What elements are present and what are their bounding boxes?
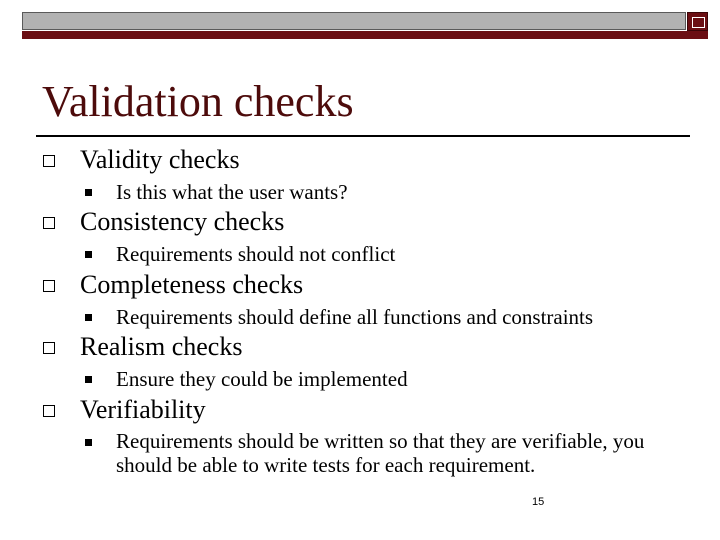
hollow-square-bullet-icon: [43, 342, 55, 354]
filled-square-bullet-icon: [85, 189, 92, 196]
slide-title: Validation checks: [42, 77, 354, 126]
hollow-square-bullet-icon: [43, 217, 55, 229]
bullet-heading: Consistency checks: [80, 207, 285, 236]
bullet-detail: Requirements should be written so that they are verifiable, you should be able to write tests for each requirement.: [116, 429, 645, 477]
hollow-square-bullet-icon: [43, 280, 55, 292]
filled-square-bullet-icon: [85, 376, 92, 383]
bullet-detail: Is this what the user wants?: [116, 180, 348, 204]
bullet-heading: Completeness checks: [80, 270, 304, 299]
bullet-detail: Requirements should not conflict: [116, 242, 396, 266]
hollow-square-bullet-icon: [43, 155, 55, 167]
bullet-detail: Ensure they could be implemented: [116, 367, 408, 391]
page-number: 15: [532, 496, 545, 508]
bullet-detail: Requirements should define all functions and constraints: [116, 305, 594, 329]
filled-square-bullet-icon: [85, 314, 92, 321]
bullet-heading: Realism checks: [80, 332, 243, 361]
filled-square-bullet-icon: [85, 439, 92, 446]
bullet-heading: Verifiability: [80, 395, 206, 424]
hollow-square-bullet-icon: [43, 405, 55, 417]
filled-square-bullet-icon: [85, 251, 92, 258]
bullet-heading: Validity checks: [80, 145, 240, 174]
